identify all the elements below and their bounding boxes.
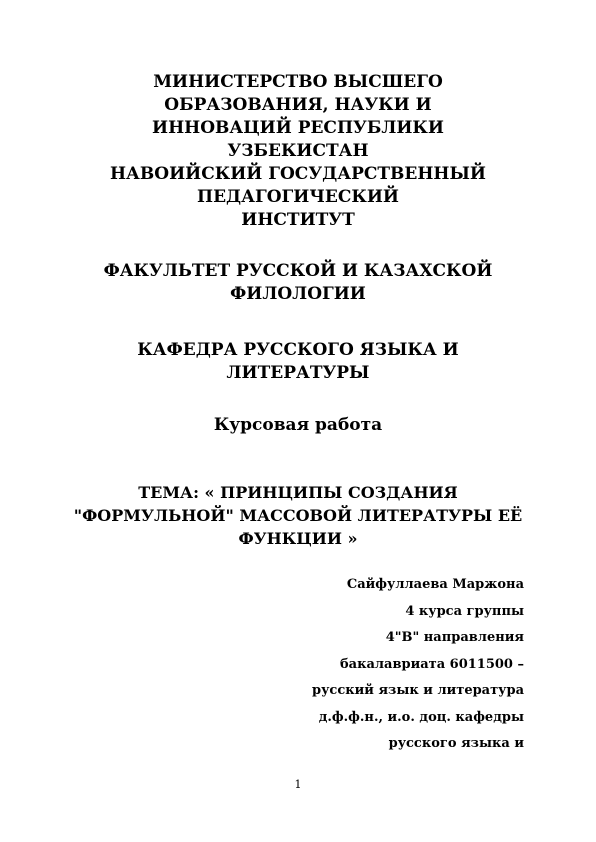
author-specialty: русский язык и литература [312, 683, 524, 698]
author-course: 4 курса группы [405, 603, 524, 619]
topic-line: ТЕМА: « ПРИНЦИПЫ СОЗДАНИЯ [138, 483, 458, 502]
ministry-line: МИНИСТЕРСТВО ВЫСШЕГО [153, 72, 443, 92]
work-type-title [60, 414, 536, 437]
supervisor-department: русского языка и [388, 736, 524, 751]
author-info [224, 572, 524, 758]
author-name: Сайфуллаева Маржона [346, 577, 524, 592]
chair-line: КАФЕДРА РУССКОГО ЯЗЫКА И [137, 340, 459, 360]
ministry-line: УЗБЕКИСТАН [227, 141, 369, 161]
ministry-line: ИННОВАЦИЙ РЕСПУБЛИКИ [152, 118, 444, 138]
institute-line: ПЕДАГОГИЧЕСКИЙ [197, 187, 399, 207]
faculty-line: ФАКУЛЬТЕТ РУССКОЙ И КАЗАХСКОЙ [103, 261, 493, 281]
chair-heading [60, 339, 536, 385]
work-type-label: Курсовая работа [213, 415, 383, 435]
faculty-heading [60, 260, 536, 306]
author-program: бакалавриата 6011500 – [339, 656, 524, 672]
topic-line: "ФОРМУЛЬНОЙ" МАССОВОЙ ЛИТЕРАТУРЫ ЕЁ [73, 506, 523, 525]
chair-line: ЛИТЕРАТУРЫ [226, 363, 370, 383]
faculty-line: ФИЛОЛОГИИ [230, 284, 366, 304]
institute-line: НАВОИЙСКИЙ ГОСУДАРСТВЕННЫЙ [110, 164, 486, 184]
topic-line: ФУНКЦИИ » [238, 529, 358, 548]
author-direction: 4"В" направления [385, 630, 524, 645]
ministry-line: ОБРАЗОВАНИЯ, НАУКИ И [164, 95, 432, 115]
page-number: 1 [294, 778, 302, 791]
institute-line: ИНСТИТУТ [241, 210, 355, 230]
supervisor-title: д.ф.ф.н., и.о. доц. кафедры [318, 709, 524, 725]
topic-heading [60, 481, 536, 550]
ministry-heading [60, 71, 536, 232]
